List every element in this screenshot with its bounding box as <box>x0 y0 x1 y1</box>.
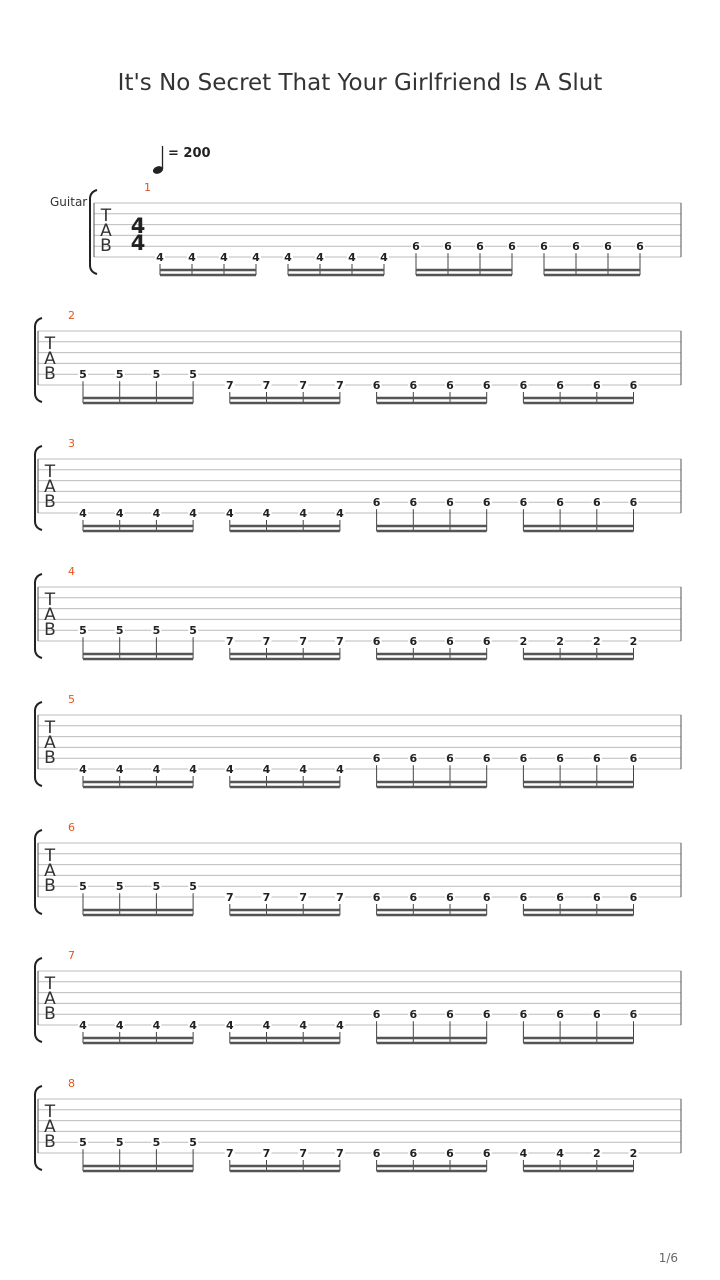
fret-number: 4 <box>262 1019 271 1032</box>
fret-number: 5 <box>189 1136 197 1150</box>
fret-number: 4 <box>316 251 324 264</box>
tab-clef-letter: T <box>44 334 56 354</box>
fret-number: 6 <box>446 1008 454 1022</box>
tab-clef-letter: A <box>100 221 112 241</box>
fret-number: 6 <box>572 240 580 254</box>
fret-number: 4 <box>299 763 308 776</box>
fret-number: 6 <box>592 1008 601 1022</box>
fret-number: 4 <box>252 251 260 264</box>
measure-number: 3 <box>68 437 75 450</box>
fret-number: 5 <box>115 880 124 894</box>
fret-number: 6 <box>482 752 491 766</box>
fret-number: 4 <box>225 507 234 520</box>
tab-clef-letter: T <box>100 206 112 226</box>
tab-clef-letter: B <box>44 876 56 896</box>
fret-number: 6 <box>556 752 564 766</box>
fret-number: 4 <box>348 251 356 264</box>
fret-number: 2 <box>629 635 638 648</box>
fret-number: 6 <box>446 1147 454 1160</box>
fret-number: 6 <box>556 379 564 392</box>
fret-number: 6 <box>446 496 454 510</box>
fret-number: 4 <box>380 251 388 264</box>
fret-number: 2 <box>592 1147 601 1160</box>
tab-clef-letter: T <box>44 462 56 482</box>
fret-number: 4 <box>519 1147 528 1160</box>
fret-number: 4 <box>336 1019 344 1032</box>
fret-number: 5 <box>115 368 124 382</box>
fret-number: 7 <box>299 891 308 904</box>
fret-number: 6 <box>372 635 381 648</box>
fret-number: 6 <box>444 240 452 254</box>
fret-number: 2 <box>629 1147 638 1160</box>
fret-number: 6 <box>519 891 528 904</box>
fret-number: 5 <box>189 880 197 894</box>
fret-number: 6 <box>409 379 418 392</box>
fret-number: 6 <box>629 379 638 392</box>
fret-number: 6 <box>592 752 601 766</box>
fret-number: 7 <box>225 379 234 392</box>
fret-number: 7 <box>225 635 234 648</box>
fret-number: 7 <box>336 635 344 648</box>
fret-number: 6 <box>372 1147 381 1160</box>
fret-number: 7 <box>225 891 234 904</box>
fret-number: 4 <box>336 763 344 776</box>
tab-clef-letter: B <box>44 1004 56 1024</box>
tab-clef-letter: A <box>44 349 56 369</box>
tab-clef-letter: A <box>44 477 56 497</box>
fret-number: 6 <box>629 752 638 766</box>
tab-clef-letter: A <box>44 1117 56 1137</box>
tab-clef-letter: B <box>44 364 56 384</box>
tab-clef-letter: A <box>44 861 56 881</box>
tab-clef-letter: T <box>44 974 56 994</box>
fret-number: 6 <box>592 891 601 904</box>
tab-clef-letter: T <box>44 590 56 610</box>
fret-number: 4 <box>79 763 87 776</box>
tab-clef-letter: B <box>44 620 56 640</box>
measure-number: 2 <box>68 309 75 322</box>
fret-number: 6 <box>629 496 638 510</box>
fret-number: 4 <box>152 763 161 776</box>
fret-number: 6 <box>409 752 418 766</box>
fret-number: 6 <box>482 891 491 904</box>
instrument-name: Guitar <box>50 195 88 209</box>
fret-number: 4 <box>156 251 164 264</box>
fret-number: 5 <box>79 880 87 894</box>
fret-number: 6 <box>482 635 491 648</box>
tab-clef-letter: T <box>44 1102 56 1122</box>
measure-number: 5 <box>68 693 75 706</box>
fret-number: 4 <box>556 1147 564 1160</box>
fret-number: 4 <box>299 507 308 520</box>
fret-number: 6 <box>629 1008 638 1022</box>
fret-number: 6 <box>446 752 454 766</box>
fret-number: 6 <box>519 752 528 766</box>
fret-number: 6 <box>519 1008 528 1022</box>
fret-number: 4 <box>152 1019 161 1032</box>
fret-number: 6 <box>629 891 638 904</box>
tempo-value: = 200 <box>168 146 211 161</box>
fret-number: 4 <box>189 507 197 520</box>
fret-number: 4 <box>189 1019 197 1032</box>
fret-number: 5 <box>79 1136 87 1150</box>
fret-number: 5 <box>79 368 87 382</box>
fret-number: 7 <box>262 635 271 648</box>
tab-clef-letter: B <box>44 1132 56 1152</box>
fret-number: 7 <box>299 379 308 392</box>
fret-number: 4 <box>220 251 228 264</box>
fret-number: 2 <box>556 635 564 648</box>
fret-number: 5 <box>189 368 197 382</box>
fret-number: 5 <box>189 624 197 638</box>
measure-number: 1 <box>144 181 151 194</box>
fret-number: 5 <box>152 624 161 638</box>
tab-clef-letter: B <box>100 236 112 256</box>
fret-number: 6 <box>372 1008 381 1022</box>
tab-clef-letter: T <box>44 718 56 738</box>
tab-clef-letter: A <box>44 989 56 1009</box>
fret-number: 7 <box>262 1147 271 1160</box>
fret-number: 5 <box>115 624 124 638</box>
fret-number: 7 <box>225 1147 234 1160</box>
fret-number: 6 <box>412 240 420 254</box>
fret-number: 6 <box>540 240 548 254</box>
fret-number: 5 <box>152 368 161 382</box>
fret-number: 6 <box>482 1008 491 1022</box>
fret-number: 4 <box>336 507 344 520</box>
fret-number: 4 <box>152 507 161 520</box>
fret-number: 6 <box>476 240 484 254</box>
fret-number: 4 <box>225 1019 234 1032</box>
fret-number: 6 <box>592 379 601 392</box>
measure-number: 6 <box>68 821 75 834</box>
fret-number: 6 <box>482 379 491 392</box>
page-number: 1/6 <box>658 1251 678 1265</box>
time-signature-top: 4 <box>130 214 146 238</box>
fret-number: 6 <box>409 1008 418 1022</box>
fret-number: 4 <box>115 763 124 776</box>
fret-number: 7 <box>262 891 271 904</box>
fret-number: 6 <box>592 496 601 510</box>
fret-number: 4 <box>188 251 196 264</box>
tab-clef-letter: T <box>44 846 56 866</box>
fret-number: 6 <box>446 891 454 904</box>
fret-number: 6 <box>409 1147 418 1160</box>
tab-clef-letter: A <box>44 733 56 753</box>
fret-number: 6 <box>372 379 381 392</box>
fret-number: 6 <box>482 496 491 510</box>
fret-number: 6 <box>604 240 612 254</box>
fret-number: 4 <box>115 507 124 520</box>
fret-number: 4 <box>299 1019 308 1032</box>
fret-number: 4 <box>189 763 197 776</box>
fret-number: 6 <box>508 240 516 254</box>
fret-number: 2 <box>519 635 528 648</box>
fret-number: 4 <box>115 1019 124 1032</box>
fret-number: 7 <box>336 891 344 904</box>
fret-number: 4 <box>225 763 234 776</box>
fret-number: 6 <box>372 752 381 766</box>
measure-number: 7 <box>68 949 75 962</box>
fret-number: 5 <box>115 1136 124 1150</box>
tab-clef-letter: A <box>44 605 56 625</box>
fret-number: 7 <box>262 379 271 392</box>
fret-number: 4 <box>284 251 292 264</box>
fret-number: 5 <box>79 624 87 638</box>
fret-number: 4 <box>262 507 271 520</box>
fret-number: 4 <box>79 507 87 520</box>
fret-number: 6 <box>409 635 418 648</box>
fret-number: 6 <box>409 891 418 904</box>
fret-number: 7 <box>336 379 344 392</box>
fret-number: 6 <box>409 496 418 510</box>
score-title: It's No Secret That Your Girlfriend Is A Slut <box>117 70 603 96</box>
fret-number: 6 <box>519 496 528 510</box>
fret-number: 6 <box>372 496 381 510</box>
fret-number: 6 <box>519 379 528 392</box>
fret-number: 7 <box>336 1147 344 1160</box>
measure-number: 4 <box>68 565 75 578</box>
tab-clef-letter: B <box>44 748 56 768</box>
fret-number: 6 <box>372 891 381 904</box>
fret-number: 6 <box>446 635 454 648</box>
fret-number: 5 <box>152 1136 161 1150</box>
fret-number: 4 <box>262 763 271 776</box>
fret-number: 6 <box>556 891 564 904</box>
fret-number: 7 <box>299 635 308 648</box>
fret-number: 6 <box>482 1147 491 1160</box>
fret-number: 6 <box>636 240 644 254</box>
fret-number: 7 <box>299 1147 308 1160</box>
tab-clef-letter: B <box>44 492 56 512</box>
fret-number: 6 <box>556 496 564 510</box>
measure-number: 8 <box>68 1077 75 1090</box>
fret-number: 5 <box>152 880 161 894</box>
fret-number: 4 <box>79 1019 87 1032</box>
fret-number: 6 <box>446 379 454 392</box>
fret-number: 2 <box>592 635 601 648</box>
fret-number: 6 <box>556 1008 564 1022</box>
time-signature-bottom: 4 <box>130 231 146 255</box>
